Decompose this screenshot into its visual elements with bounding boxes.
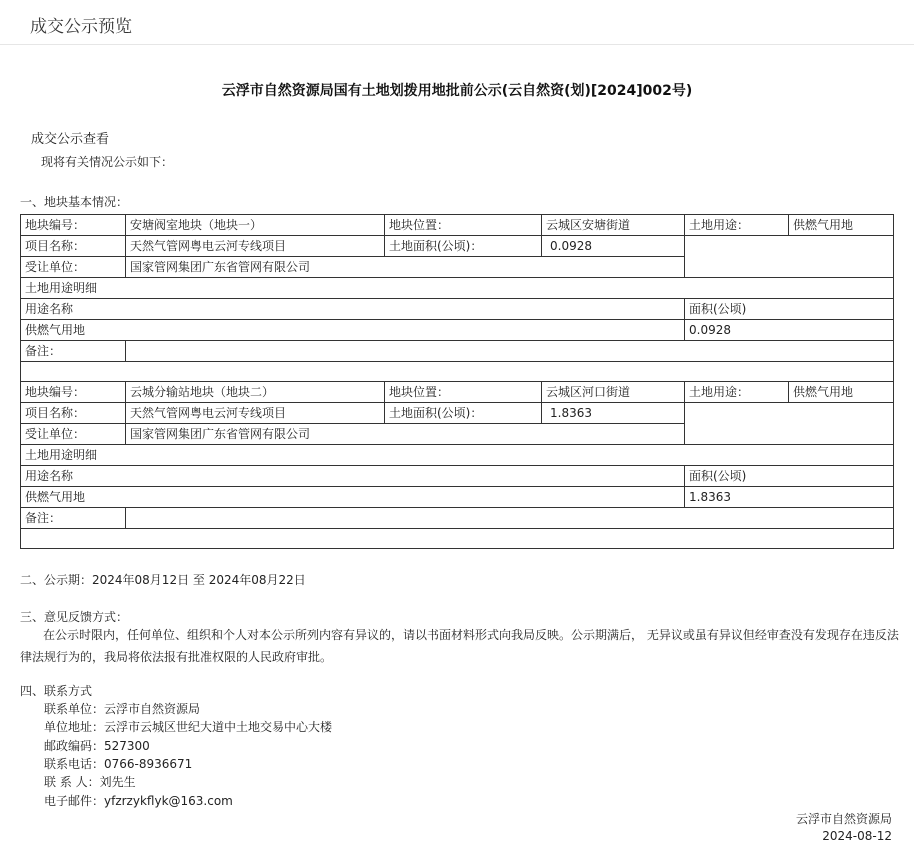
table-row: [21, 236, 894, 257]
section3-body: 在公示时限内，任何单位、组织和个人对本公示所列内容有异议的，请以书面材料形式向我局反映。公示期满后， 无异议或虽有异议但经审查没有发现存在违反法律法规行为的，我局将依法报有批准权限的人民政府审批。: [20, 628, 899, 664]
blank-row: [21, 362, 894, 382]
preview-header: [0, 0, 914, 45]
area-header: 面积(公顷): [685, 466, 894, 487]
table-row: [21, 362, 894, 382]
project-value: 天然气管网粤电云河专线项目: [126, 236, 385, 257]
location-value: 云城区安塘街道: [542, 215, 685, 236]
usage-name-value: 供燃气用地: [21, 320, 685, 341]
table-row: [21, 382, 894, 403]
section3-heading: 三、意见反馈方式：: [20, 610, 129, 624]
signature-date: 2024-08-12: [822, 829, 892, 843]
grantee-value: 国家管网集团广东省管网有限公司: [126, 424, 685, 445]
label-project: 项目名称：: [21, 403, 126, 424]
label-plot-no: 地块编号：: [21, 382, 126, 403]
project-value: 天然气管网粤电云河专线项目: [126, 403, 385, 424]
usage-area-value: 0.0928: [685, 320, 894, 341]
empty-cell: [685, 403, 894, 445]
table-row: [21, 278, 894, 299]
plot-table-2: [20, 381, 894, 549]
contact-email: 电子邮件：yfzrzykflyk@163.com: [44, 794, 233, 808]
empty-cell: [685, 236, 894, 278]
label-area: 土地面积(公顷)：: [385, 236, 542, 257]
label-location: 地块位置：: [385, 215, 542, 236]
label-land-use: 土地用途：: [685, 215, 789, 236]
contact-person: 联 系 人：刘先生: [44, 775, 136, 789]
plot-no-value: 云城分输站地块（地块二）: [126, 382, 385, 403]
document-title: 云浮市自然资源局国有土地划拨用地批前公示(云自然资(划)[2024]002号): [221, 83, 693, 99]
intro-text: 现将有关情况公示如下：: [41, 155, 174, 169]
contact-unit: 联系单位：云浮市自然资源局: [44, 702, 201, 716]
label-grantee: 受让单位：: [21, 424, 126, 445]
land-use-value: 供燃气用地: [789, 215, 894, 236]
label-land-use: 土地用途：: [685, 382, 789, 403]
label-plot-no: 地块编号：: [21, 215, 126, 236]
contact-address: 单位地址：云浮市云城区世纪大道中土地交易中心大楼: [44, 720, 333, 734]
area-header: 面积(公顷): [685, 299, 894, 320]
table-row: [21, 529, 894, 549]
usage-detail-label: 土地用途明细: [21, 278, 894, 299]
table-row: [21, 341, 894, 362]
table-row: [21, 445, 894, 466]
usage-name-value: 供燃气用地: [21, 487, 685, 508]
table-row: [21, 508, 894, 529]
table-row: [21, 403, 894, 424]
usage-name-header: 用途名称: [21, 466, 685, 487]
label-remarks: 备注：: [21, 341, 126, 362]
remarks-value: [126, 508, 894, 529]
table-row: [21, 299, 894, 320]
table-row: [21, 487, 894, 508]
plot-table-1: [20, 214, 894, 382]
section2-period: 二、公示期：2024年08月12日 至 2024年08月22日: [20, 573, 306, 587]
label-location: 地块位置：: [385, 382, 542, 403]
table-row: [21, 215, 894, 236]
land-use-value: 供燃气用地: [789, 382, 894, 403]
signature: 云浮市自然资源局: [795, 812, 892, 826]
blank-row: [21, 529, 894, 549]
grantee-value: 国家管网集团广东省管网有限公司: [126, 257, 685, 278]
remarks-value: [126, 341, 894, 362]
section4-heading: 四、联系方式: [20, 684, 93, 698]
contact-postcode: 邮政编码：527300: [44, 739, 150, 753]
contact-phone: 联系电话：0766-8936671: [44, 757, 193, 771]
area-value: 1.8363: [542, 403, 685, 424]
usage-area-value: 1.8363: [685, 487, 894, 508]
usage-detail-label: 土地用途明细: [21, 445, 894, 466]
table-row: [21, 320, 894, 341]
label-area: 土地面积(公顷)：: [385, 403, 542, 424]
table-row: [21, 466, 894, 487]
preview-title: 成交公示预览: [30, 17, 132, 37]
label-remarks: 备注：: [21, 508, 126, 529]
subtitle: 成交公示查看: [31, 132, 110, 147]
usage-name-header: 用途名称: [21, 299, 685, 320]
section1-heading: 一、地块基本情况：: [20, 195, 129, 209]
area-value: 0.0928: [542, 236, 685, 257]
label-project: 项目名称：: [21, 236, 126, 257]
plot-no-value: 安塘阀室地块（地块一）: [126, 215, 385, 236]
location-value: 云城区河口街道: [542, 382, 685, 403]
label-grantee: 受让单位：: [21, 257, 126, 278]
